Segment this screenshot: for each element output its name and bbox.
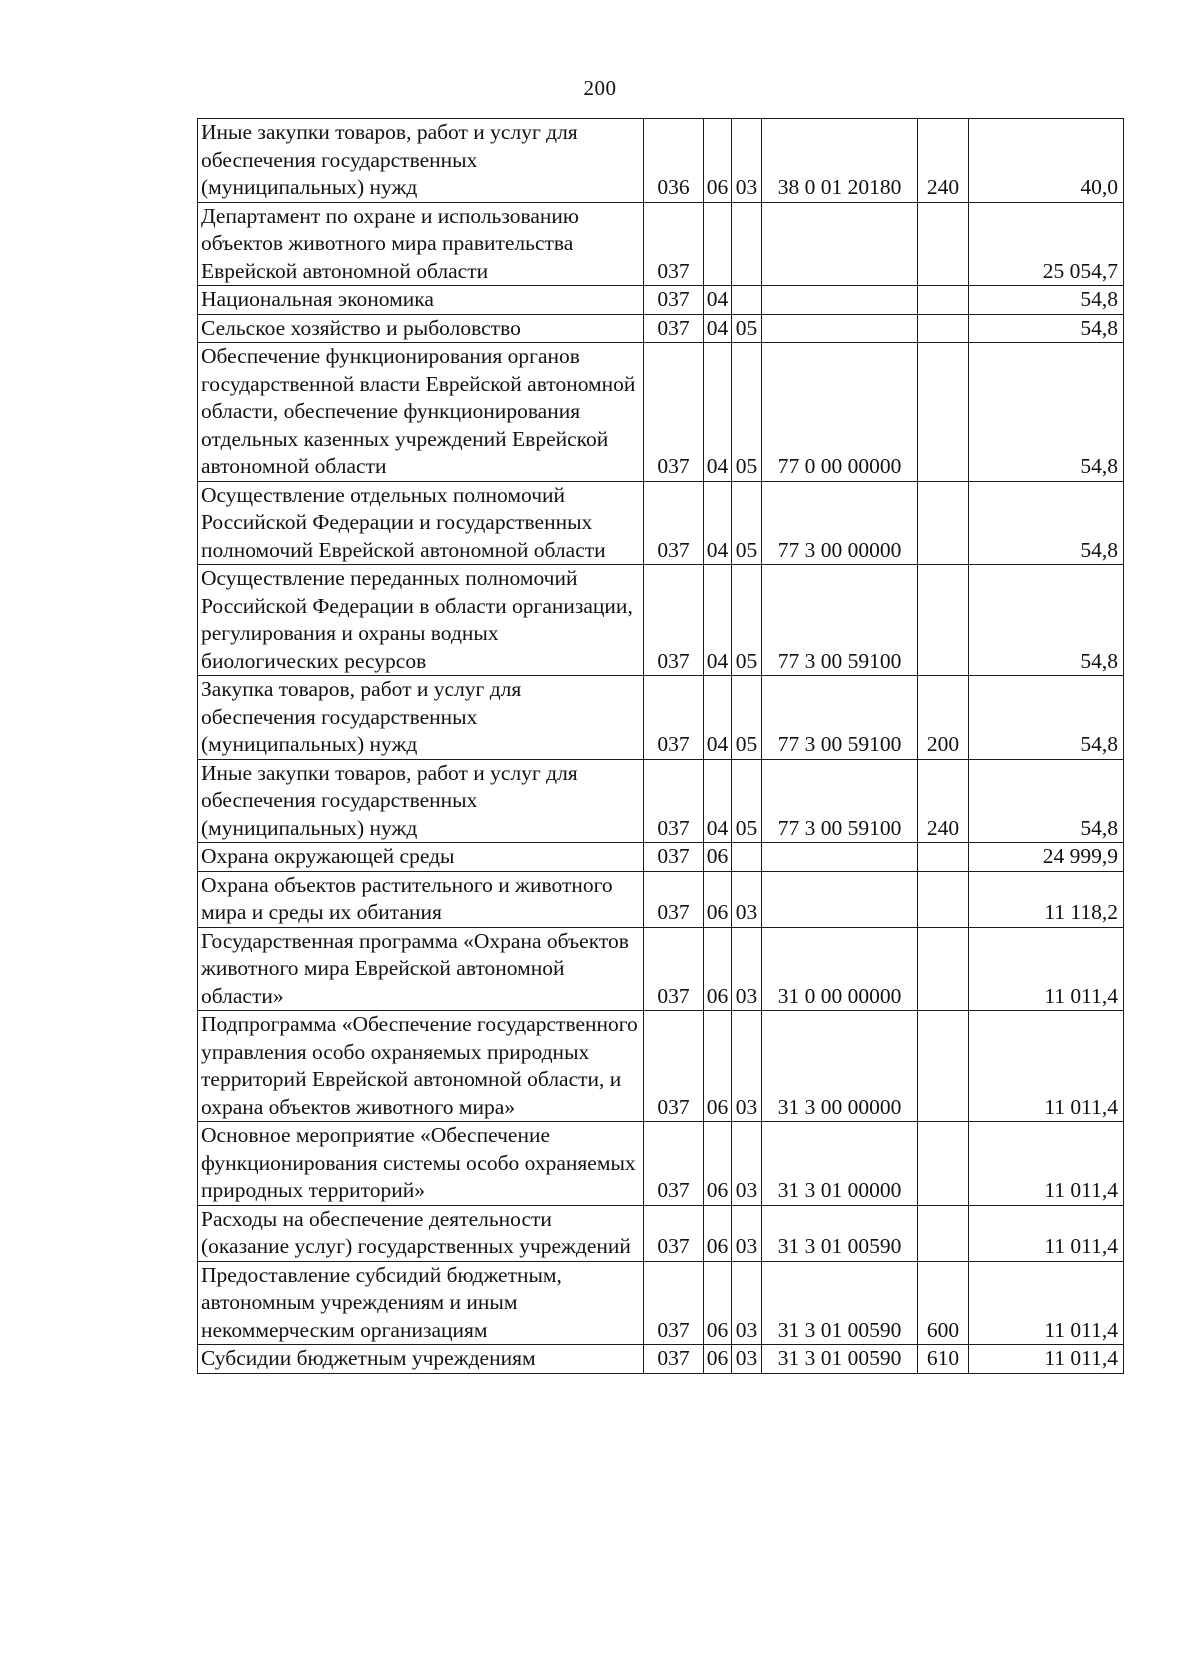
cell-target-article: 31 3 01 00590	[762, 1205, 918, 1261]
cell-name: Закупка товаров, работ и услуг для обеспечения государственных (муниципальных) нужд	[198, 676, 644, 760]
cell-ministry-code: 037	[644, 1122, 704, 1206]
cell-subsection-code: 03	[732, 927, 762, 1011]
cell-section-code: 06	[704, 119, 732, 203]
cell-expense-type	[918, 843, 969, 872]
cell-name: Иные закупки товаров, работ и услуг для обеспечения государственных (муниципальных) нужд	[198, 759, 644, 843]
cell-target-article: 77 3 00 59100	[762, 759, 918, 843]
cell-section-code: 06	[704, 1011, 732, 1122]
cell-amount: 54,8	[969, 481, 1124, 565]
cell-expense-type: 240	[918, 119, 969, 203]
table-row	[198, 314, 1124, 343]
table-row	[198, 871, 1124, 927]
cell-subsection-code	[732, 202, 762, 286]
cell-name: Осуществление отдельных полномочий Российской Федерации и государственных полномочий Еврейской автономной области	[198, 481, 644, 565]
cell-target-article: 31 3 01 00590	[762, 1261, 918, 1345]
cell-name: Охрана окружающей среды	[198, 843, 644, 872]
cell-target-article: 77 3 00 59100	[762, 676, 918, 760]
cell-target-article	[762, 286, 918, 315]
cell-ministry-code: 037	[644, 676, 704, 760]
cell-ministry-code: 037	[644, 481, 704, 565]
cell-ministry-code: 036	[644, 119, 704, 203]
cell-subsection-code: 03	[732, 1205, 762, 1261]
cell-ministry-code: 037	[644, 1011, 704, 1122]
cell-name: Иные закупки товаров, работ и услуг для обеспечения государственных (муниципальных) нужд	[198, 119, 644, 203]
budget-table-body	[198, 119, 1124, 1374]
cell-expense-type	[918, 1205, 969, 1261]
cell-section-code: 06	[704, 1205, 732, 1261]
table-row	[198, 927, 1124, 1011]
cell-amount: 54,8	[969, 286, 1124, 315]
cell-amount: 54,8	[969, 565, 1124, 676]
cell-subsection-code: 03	[732, 1345, 762, 1374]
table-row	[198, 1205, 1124, 1261]
cell-ministry-code: 037	[644, 759, 704, 843]
cell-subsection-code: 03	[732, 1122, 762, 1206]
cell-section-code: 06	[704, 1122, 732, 1206]
cell-section-code	[704, 202, 732, 286]
table-row	[198, 343, 1124, 482]
cell-amount: 11 118,2	[969, 871, 1124, 927]
cell-ministry-code: 037	[644, 1261, 704, 1345]
cell-subsection-code	[732, 286, 762, 315]
table-row	[198, 286, 1124, 315]
cell-expense-type: 200	[918, 676, 969, 760]
cell-name: Осуществление переданных полномочий Российской Федерации в области организации, регулирования и охраны водных биологических ресурсов	[198, 565, 644, 676]
cell-amount: 11 011,4	[969, 1205, 1124, 1261]
cell-name: Предоставление субсидий бюджетным, автономным учреждениям и иным некоммерческим организациям	[198, 1261, 644, 1345]
cell-amount: 11 011,4	[969, 1261, 1124, 1345]
table-row	[198, 1261, 1124, 1345]
cell-amount: 11 011,4	[969, 1345, 1124, 1374]
cell-expense-type	[918, 565, 969, 676]
cell-target-article	[762, 843, 918, 872]
cell-amount: 11 011,4	[969, 1122, 1124, 1206]
cell-subsection-code: 05	[732, 343, 762, 482]
cell-expense-type	[918, 343, 969, 482]
cell-section-code: 06	[704, 927, 732, 1011]
cell-name: Сельское хозяйство и рыболовство	[198, 314, 644, 343]
cell-amount: 54,8	[969, 759, 1124, 843]
cell-expense-type: 240	[918, 759, 969, 843]
cell-section-code: 04	[704, 343, 732, 482]
cell-name: Охрана объектов растительного и животного мира и среды их обитания	[198, 871, 644, 927]
cell-ministry-code: 037	[644, 286, 704, 315]
cell-name: Расходы на обеспечение деятельности (оказание услуг) государственных учреждений	[198, 1205, 644, 1261]
cell-amount: 40,0	[969, 119, 1124, 203]
cell-name: Основное мероприятие «Обеспечение функционирования системы особо охраняемых природных территорий»	[198, 1122, 644, 1206]
cell-subsection-code: 03	[732, 871, 762, 927]
table-row	[198, 676, 1124, 760]
cell-expense-type	[918, 927, 969, 1011]
cell-amount: 11 011,4	[969, 927, 1124, 1011]
cell-ministry-code: 037	[644, 1345, 704, 1374]
cell-section-code: 06	[704, 1261, 732, 1345]
cell-target-article: 77 0 00 00000	[762, 343, 918, 482]
cell-section-code: 04	[704, 565, 732, 676]
cell-target-article	[762, 314, 918, 343]
cell-amount: 24 999,9	[969, 843, 1124, 872]
cell-section-code: 04	[704, 676, 732, 760]
cell-ministry-code: 037	[644, 843, 704, 872]
cell-section-code: 04	[704, 314, 732, 343]
cell-section-code: 04	[704, 759, 732, 843]
cell-section-code: 06	[704, 843, 732, 872]
cell-amount: 54,8	[969, 314, 1124, 343]
cell-expense-type	[918, 1011, 969, 1122]
cell-name: Государственная программа «Охрана объектов животного мира Еврейской автономной области»	[198, 927, 644, 1011]
cell-expense-type	[918, 1122, 969, 1206]
cell-target-article: 77 3 00 00000	[762, 481, 918, 565]
cell-amount: 25 054,7	[969, 202, 1124, 286]
table-row	[198, 202, 1124, 286]
cell-target-article: 77 3 00 59100	[762, 565, 918, 676]
cell-subsection-code	[732, 843, 762, 872]
cell-ministry-code: 037	[644, 871, 704, 927]
table-row	[198, 1122, 1124, 1206]
cell-amount: 54,8	[969, 676, 1124, 760]
table-row	[198, 565, 1124, 676]
cell-subsection-code: 05	[732, 759, 762, 843]
cell-ministry-code: 037	[644, 314, 704, 343]
cell-subsection-code: 05	[732, 314, 762, 343]
cell-amount: 11 011,4	[969, 1011, 1124, 1122]
table-row	[198, 843, 1124, 872]
cell-amount: 54,8	[969, 343, 1124, 482]
cell-target-article: 31 3 01 00590	[762, 1345, 918, 1374]
cell-section-code: 06	[704, 1345, 732, 1374]
cell-expense-type	[918, 871, 969, 927]
cell-expense-type	[918, 202, 969, 286]
table-row	[198, 119, 1124, 203]
cell-ministry-code: 037	[644, 927, 704, 1011]
cell-name: Национальная экономика	[198, 286, 644, 315]
table-row	[198, 1345, 1124, 1374]
cell-target-article: 31 0 00 00000	[762, 927, 918, 1011]
cell-expense-type	[918, 286, 969, 315]
cell-name: Департамент по охране и использованию объектов животного мира правительства Еврейской автономной области	[198, 202, 644, 286]
cell-target-article	[762, 202, 918, 286]
table-row	[198, 1011, 1124, 1122]
cell-expense-type	[918, 481, 969, 565]
cell-name: Субсидии бюджетным учреждениям	[198, 1345, 644, 1374]
page-number: 200	[583, 76, 617, 100]
cell-section-code: 04	[704, 481, 732, 565]
cell-section-code: 06	[704, 871, 732, 927]
cell-expense-type: 610	[918, 1345, 969, 1374]
cell-ministry-code: 037	[644, 565, 704, 676]
cell-subsection-code: 03	[732, 1261, 762, 1345]
cell-name: Подпрограмма «Обеспечение государственного управления особо охраняемых природных территорий Еврейской автономной области, и охрана объектов животного мира»	[198, 1011, 644, 1122]
cell-target-article	[762, 871, 918, 927]
cell-subsection-code: 05	[732, 676, 762, 760]
cell-ministry-code: 037	[644, 343, 704, 482]
cell-expense-type	[918, 314, 969, 343]
cell-subsection-code: 03	[732, 119, 762, 203]
cell-ministry-code: 037	[644, 1205, 704, 1261]
cell-ministry-code: 037	[644, 202, 704, 286]
table-row	[198, 481, 1124, 565]
cell-subsection-code: 03	[732, 1011, 762, 1122]
cell-target-article: 38 0 01 20180	[762, 119, 918, 203]
cell-target-article: 31 3 01 00000	[762, 1122, 918, 1206]
budget-table	[197, 118, 1124, 1374]
cell-subsection-code: 05	[732, 481, 762, 565]
cell-name: Обеспечение функционирования органов государственной власти Еврейской автономной области, обеспечение функционирования отдельных казенных учреждений Еврейской автономной области	[198, 343, 644, 482]
cell-target-article: 31 3 00 00000	[762, 1011, 918, 1122]
table-row	[198, 759, 1124, 843]
cell-expense-type: 600	[918, 1261, 969, 1345]
cell-section-code: 04	[704, 286, 732, 315]
cell-subsection-code: 05	[732, 565, 762, 676]
